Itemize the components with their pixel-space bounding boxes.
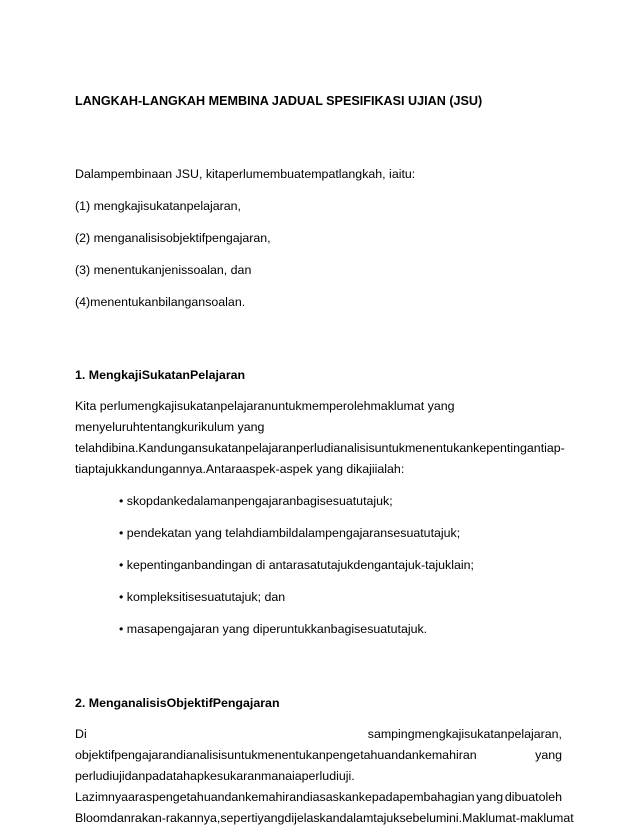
section-1-text-line: telahdibina.Kandungansukatanpelajaranperludianalisisuntukmenentukankepentingantiap- [75, 441, 565, 455]
intro-paragraph: Dalampembinaan JSU, kitaperlumembuatempatlangkah, iaitu: [75, 167, 416, 181]
justified-word: dijelaskandalamtajuksebelumini. [284, 811, 463, 825]
justified-word: danrakan-rakannya, [110, 811, 221, 825]
justified-word: Bloom [75, 811, 111, 825]
justified-word: yang [476, 790, 504, 804]
bullet-item: • masapengajaran yang diperuntukkanbagisesuatutajuk. [119, 622, 428, 636]
section-1-heading: 1. MengkajiSukatanPelajaran [75, 368, 246, 382]
justified-word: yang [257, 811, 285, 825]
justified-word: Lazimnyaaraspengetahuandankemahirandiasaskankepadapembahagian [75, 790, 475, 804]
page-title: LANGKAH-LANGKAH MEMBINA JADUAL SPESIFIKASI UJIAN (JSU) [75, 94, 483, 108]
step-item: (2) menganalisisobjektifpengajaran, [75, 231, 271, 245]
section-1-text-line: Kita perlumengkajisukatanpelajaranuntukmemperolehmaklumat yang [75, 399, 455, 413]
bullet-item: • kepentinganbandingan di antarasatutajukdengantajuk-tajuklain; [119, 558, 474, 572]
justified-word: Di [75, 727, 87, 741]
justified-word: Maklumat-maklumat [462, 811, 574, 825]
section-2-text-line [75, 790, 562, 805]
section-2-heading: 2. MenganalisisObjektifPengajaran [75, 696, 280, 710]
justified-word: yang [535, 748, 562, 762]
step-item: (4)menentukanbilangansoalan. [75, 295, 246, 309]
section-2-text-line [75, 748, 562, 763]
bullet-item: • kompleksitisesuatutajuk; dan [119, 590, 286, 604]
bullet-item: • pendekatan yang telahdiambildalampengajaransesuatutajuk; [119, 526, 461, 540]
justified-word: objektifpengajarandianalisisuntukmenentukanpengetahuandankemahiran [75, 748, 477, 762]
justified-word: sampingmengkajisukatanpelajaran, [367, 727, 562, 741]
justified-word: dibuatoleh [504, 790, 562, 804]
step-item: (1) mengkajisukatanpelajaran, [75, 199, 241, 213]
bullet-item: • skopdankedalamanpengajaranbagisesuatutajuk; [119, 494, 393, 508]
section-2-text-line: perludiujidanpadatahapkesukaranmanaiaperludiuji. [75, 769, 355, 783]
section-1-text-line: tiaptajukkandungannya.Antaraaspek-aspek yang dikajiialah: [75, 462, 405, 476]
justified-word: seperti [220, 811, 258, 825]
section-1-text-line: menyeluruhtentangkurikulum yang [75, 420, 265, 434]
section-2-text-line [75, 727, 562, 742]
step-item: (3) menentukanjenissoalan, dan [75, 263, 252, 277]
section-2-text-line [75, 811, 574, 826]
